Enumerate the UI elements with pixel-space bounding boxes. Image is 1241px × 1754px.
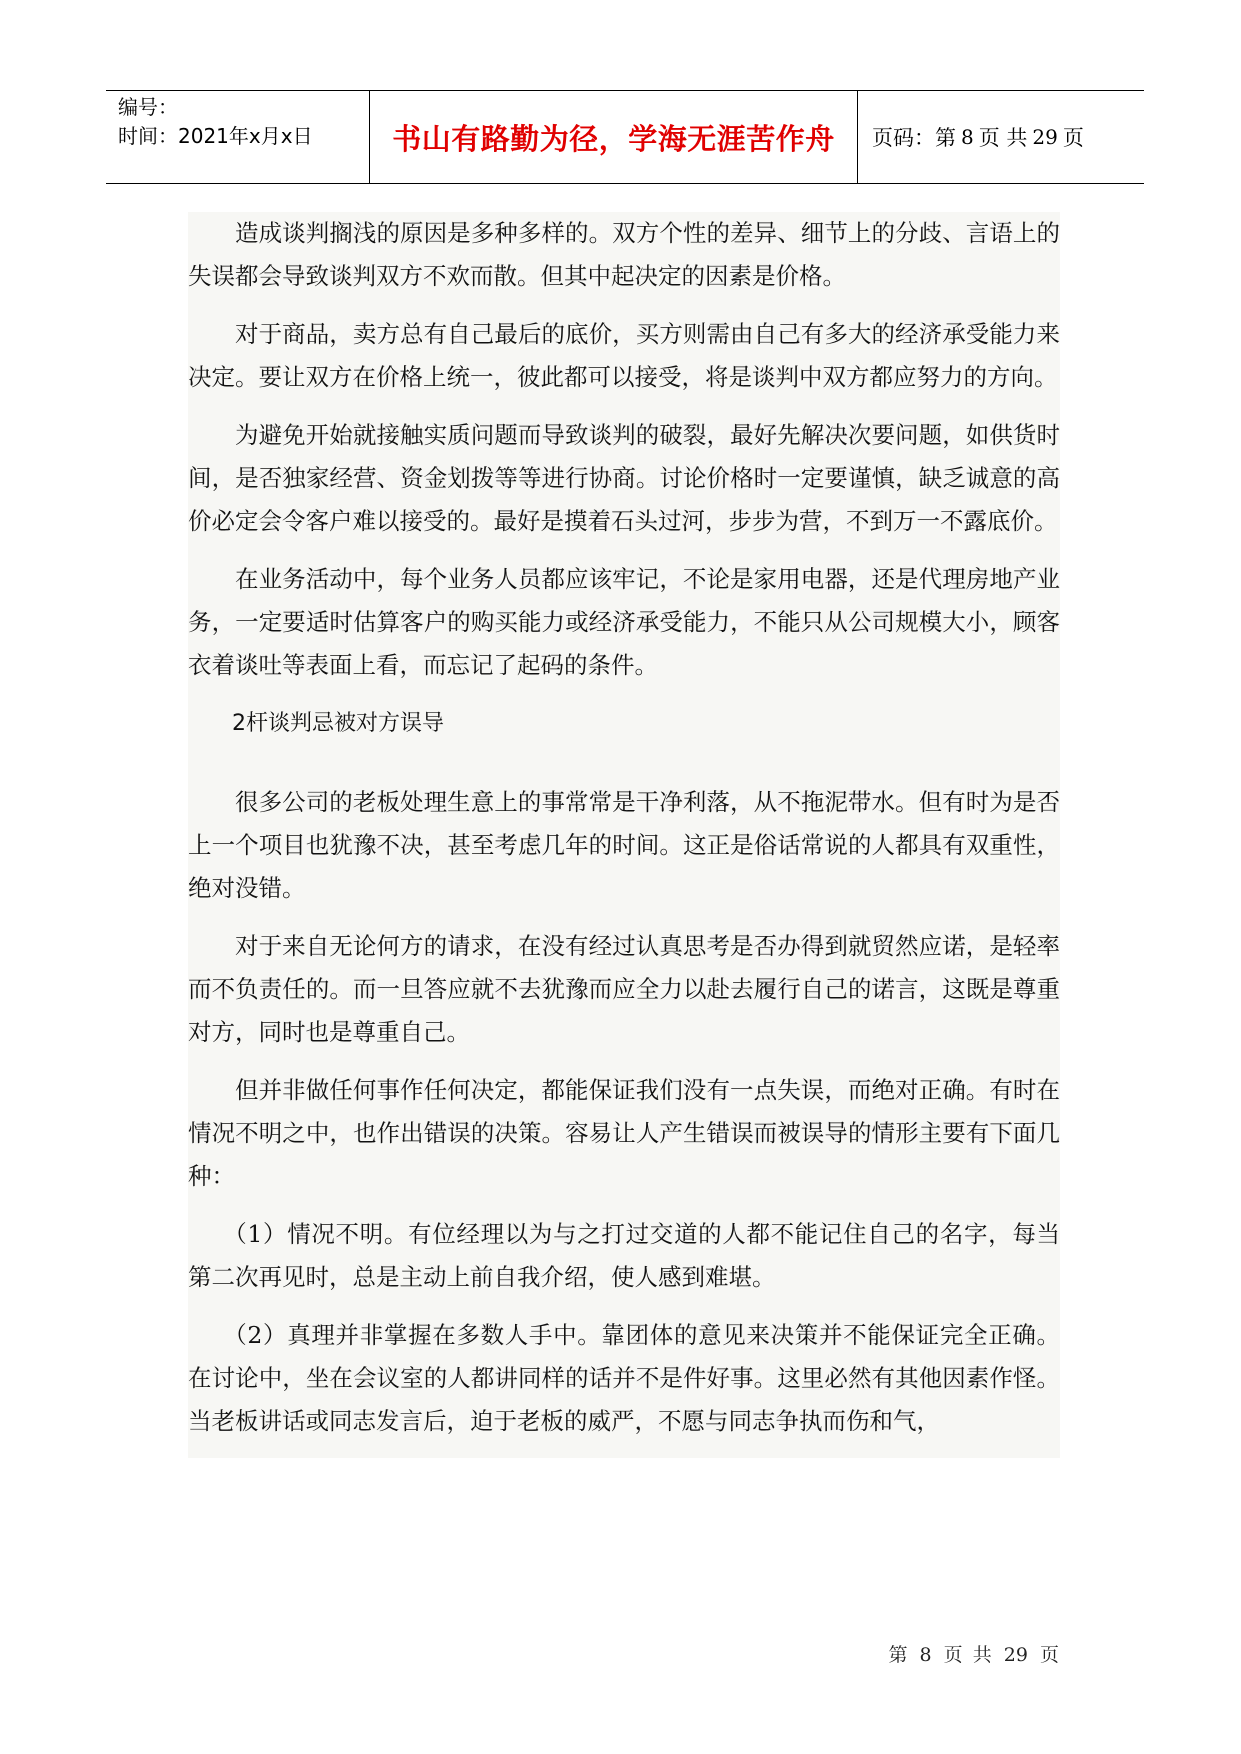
document-body [188,212,1060,1458]
footer-suffix: 页 [1039,1644,1059,1666]
list-item: （1）情况不明。有位经理以为与之打过交道的人都不能记住自己的名字，每当第二次再见时，总是主动上前自我介绍，使人感到难堪。 [188,1220,1060,1291]
paragraph: 很多公司的老板处理生意上的事常常是干净利落，从不拖泥带水。但有时为是否上一个项目也犹豫不决，甚至考虑几年的时间。这正是俗话常说的人都具有双重性，绝对没错。 [188,788,1060,902]
paragraph: 为避免开始就接触实质问题而导致谈判的破裂，最好先解决次要问题，如供货时间，是否独家经营、资金划拨等等进行协商。讨论价格时一定要谨慎，缺乏诚意的高价必定会令客户难以接受的。最好是摸着石头过河，步步为营，不到万一不露底价。 [188,421,1060,535]
paragraph: 但并非做任何事作任何决定，都能保证我们没有一点失误，而绝对正确。有时在情况不明之中，也作出错误的决策。容易让人产生错误而被误导的情形主要有下面几种： [188,1076,1060,1190]
page-header [106,90,1144,184]
paragraph: 对于来自无论何方的请求，在没有经过认真思考是否办得到就贸然应诺，是轻率而不负责任的。而一旦答应就不去犹豫而应全力以赴去履行自己的诺言，这既是尊重对方，同时也是尊重自己。 [188,932,1060,1046]
footer-page-current: 8 [919,1644,932,1666]
footer-mid: 页 共 [943,1644,992,1666]
paragraph: 对于商品，卖方总有自己最后的底价，买方则需由自己有多大的经济承受能力来决定。要让双方在价格上统一，彼此都可以接受，将是谈判中双方都应努力的方向。 [188,320,1060,391]
page-footer [888,1640,1059,1667]
document-time: 时间：2021年x月x日 [118,124,313,148]
page-prefix: 页码：第 [872,126,956,150]
page-total: 29 [1032,125,1058,149]
page-suffix: 页 [1062,126,1084,150]
header-page-info [858,91,1144,183]
header-motto: 书山有路勤为径，学海无涯苦作舟 [392,121,835,156]
footer-page-total: 29 [1003,1644,1028,1666]
page-current: 8 [961,125,974,149]
section-subheading: 2杆谈判忌被对方误导 [232,711,444,736]
document-number-label: 编号： [118,95,178,119]
paragraph: 在业务活动中，每个业务人员都应该牢记，不论是家用电器，还是代理房地产业务，一定要适时估算客户的购买能力或经济承受能力，不能只从公司规模大小，顾客衣着谈吐等表面上看，而忘记了起码的条件。 [188,565,1060,679]
footer-prefix: 第 [888,1644,908,1666]
header-motto-cell [370,91,858,183]
header-meta [106,91,370,183]
list-item: （2）真理并非掌握在多数人手中。靠团体的意见来决策并不能保证完全正确。在讨论中，坐在会议室的人都讲同样的话并不是件好事。这里必然有其他因素作怪。当老板讲话或同志发言后，迫于老板的威严，不愿与同志争执而伤和气， [188,1321,1060,1435]
page-mid: 页 共 [978,126,1028,150]
paragraph: 造成谈判搁浅的原因是多种多样的。双方个性的差异、细节上的分歧、言语上的失误都会导致谈判双方不欢而散。但其中起决定的因素是价格。 [188,219,1060,290]
